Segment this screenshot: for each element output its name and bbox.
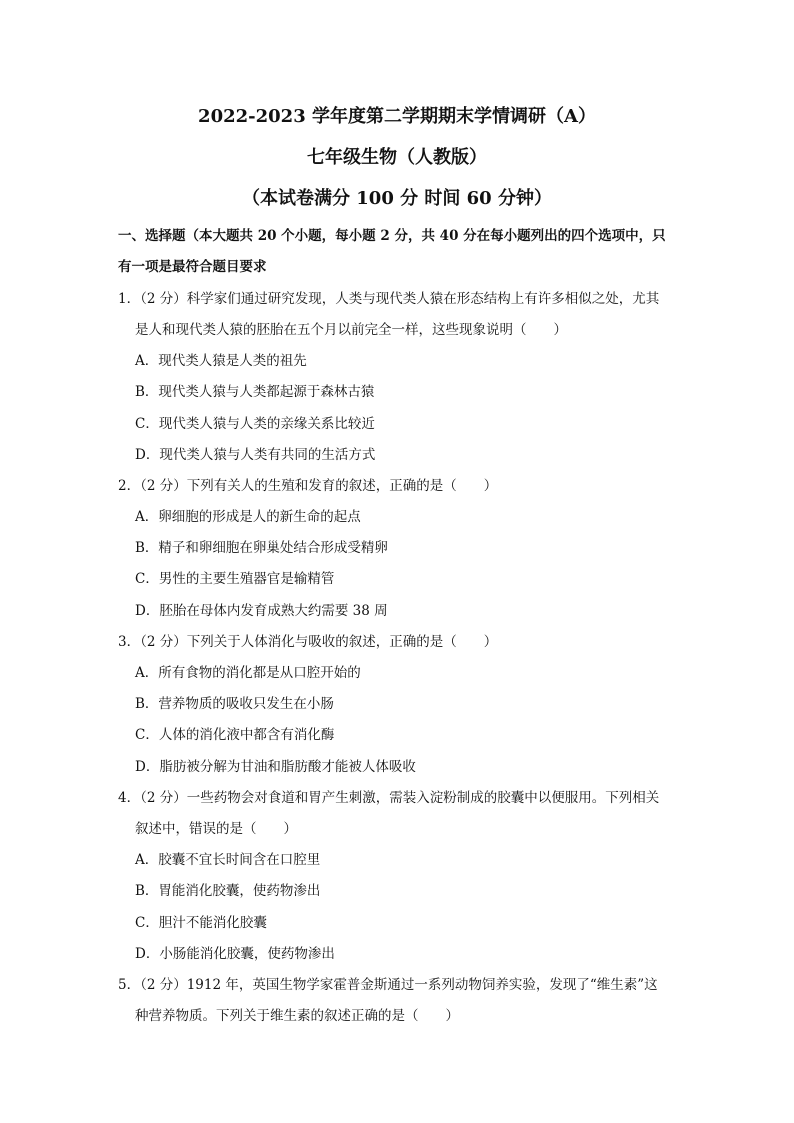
question-5-stem: 5．（2 分）1912 年，英国生物学家霍普金斯通过一系列动物饲养实验，发现了“维生素”这 <box>118 977 658 993</box>
exam-subtitle: 七年级生物（人教版） <box>307 147 487 168</box>
question-5-stem: 种营养物质。下列关于维生素的叙述正确的是（ ） <box>135 1008 459 1024</box>
question-4-stem: 4．（2 分）一些药物会对食道和胃产生刺激，需装入淀粉制成的胶囊中以便服用。下列相关 <box>118 790 660 806</box>
question-4-option-a: A．胶囊不宜长时间含在口腔里 <box>135 852 321 868</box>
question-3-option-b: B．营养物质的吸收只发生在小肠 <box>135 696 334 712</box>
exam-info: （本试卷满分 100 分 时间 60 分钟） <box>242 188 552 209</box>
question-3-option-d: D．脂肪被分解为甘油和脂肪酸才能被人体吸收 <box>135 759 416 775</box>
question-1-stem: 是人和现代类人猿的胚胎在五个月以前完全一样，这些现象说明（ ） <box>135 322 567 338</box>
question-4-option-b: B．胃能消化胶囊，使药物渗出 <box>135 883 321 899</box>
section-heading <box>118 221 688 283</box>
question-2-option-d: D．胚胎在母体内发育成熟大约需要 38 周 <box>135 603 388 619</box>
section-heading-line: 有一项是最符合题目要求 <box>118 259 267 275</box>
question-3-option-a: A．所有食物的消化都是从口腔开始的 <box>135 665 361 681</box>
question-1-stem: 1．（2 分）科学家们通过研究发现，人类与现代类人猿在形态结构上有许多相似之处，尤其 <box>118 291 660 307</box>
exam-title: 2022-2023 学年度第二学期期末学情调研（A） <box>198 106 596 127</box>
question-2-option-a: A．卵细胞的形成是人的新生命的起点 <box>135 509 361 525</box>
question-3-stem: 3．（2 分）下列关于人体消化与吸收的叙述，正确的是（ ） <box>118 634 498 650</box>
question-1-option-c: C．现代类人猿与人类的亲缘关系比较近 <box>135 416 375 432</box>
question-2-stem: 2．（2 分）下列有关人的生殖和发育的叙述，正确的是（ ） <box>118 478 498 494</box>
question-2-option-c: C．男性的主要生殖器官是输精管 <box>135 571 335 587</box>
question-3-option-c: C．人体的消化液中都含有消化酶 <box>135 727 335 743</box>
question-4-option-c: C．胆汁不能消化胶囊 <box>135 915 267 931</box>
question-2-option-b: B．精子和卵细胞在卵巢处结合形成受精卵 <box>135 540 388 556</box>
question-1-option-b: B．现代类人猿与人类都起源于森林古猿 <box>135 384 375 400</box>
section-heading-line: 一、选择题（本大题共 20 个小题，每小题 2 分，共 40 分在每小题列出的四个选项中，只 <box>118 228 666 244</box>
question-4-option-d: D．小肠能消化胶囊，使药物渗出 <box>135 946 335 962</box>
question-1-option-d: D．现代类人猿与人类有共同的生活方式 <box>135 447 376 463</box>
question-4-stem: 叙述中，错误的是（ ） <box>135 821 297 837</box>
question-1-option-a: A．现代类人猿是人类的祖先 <box>135 353 307 369</box>
